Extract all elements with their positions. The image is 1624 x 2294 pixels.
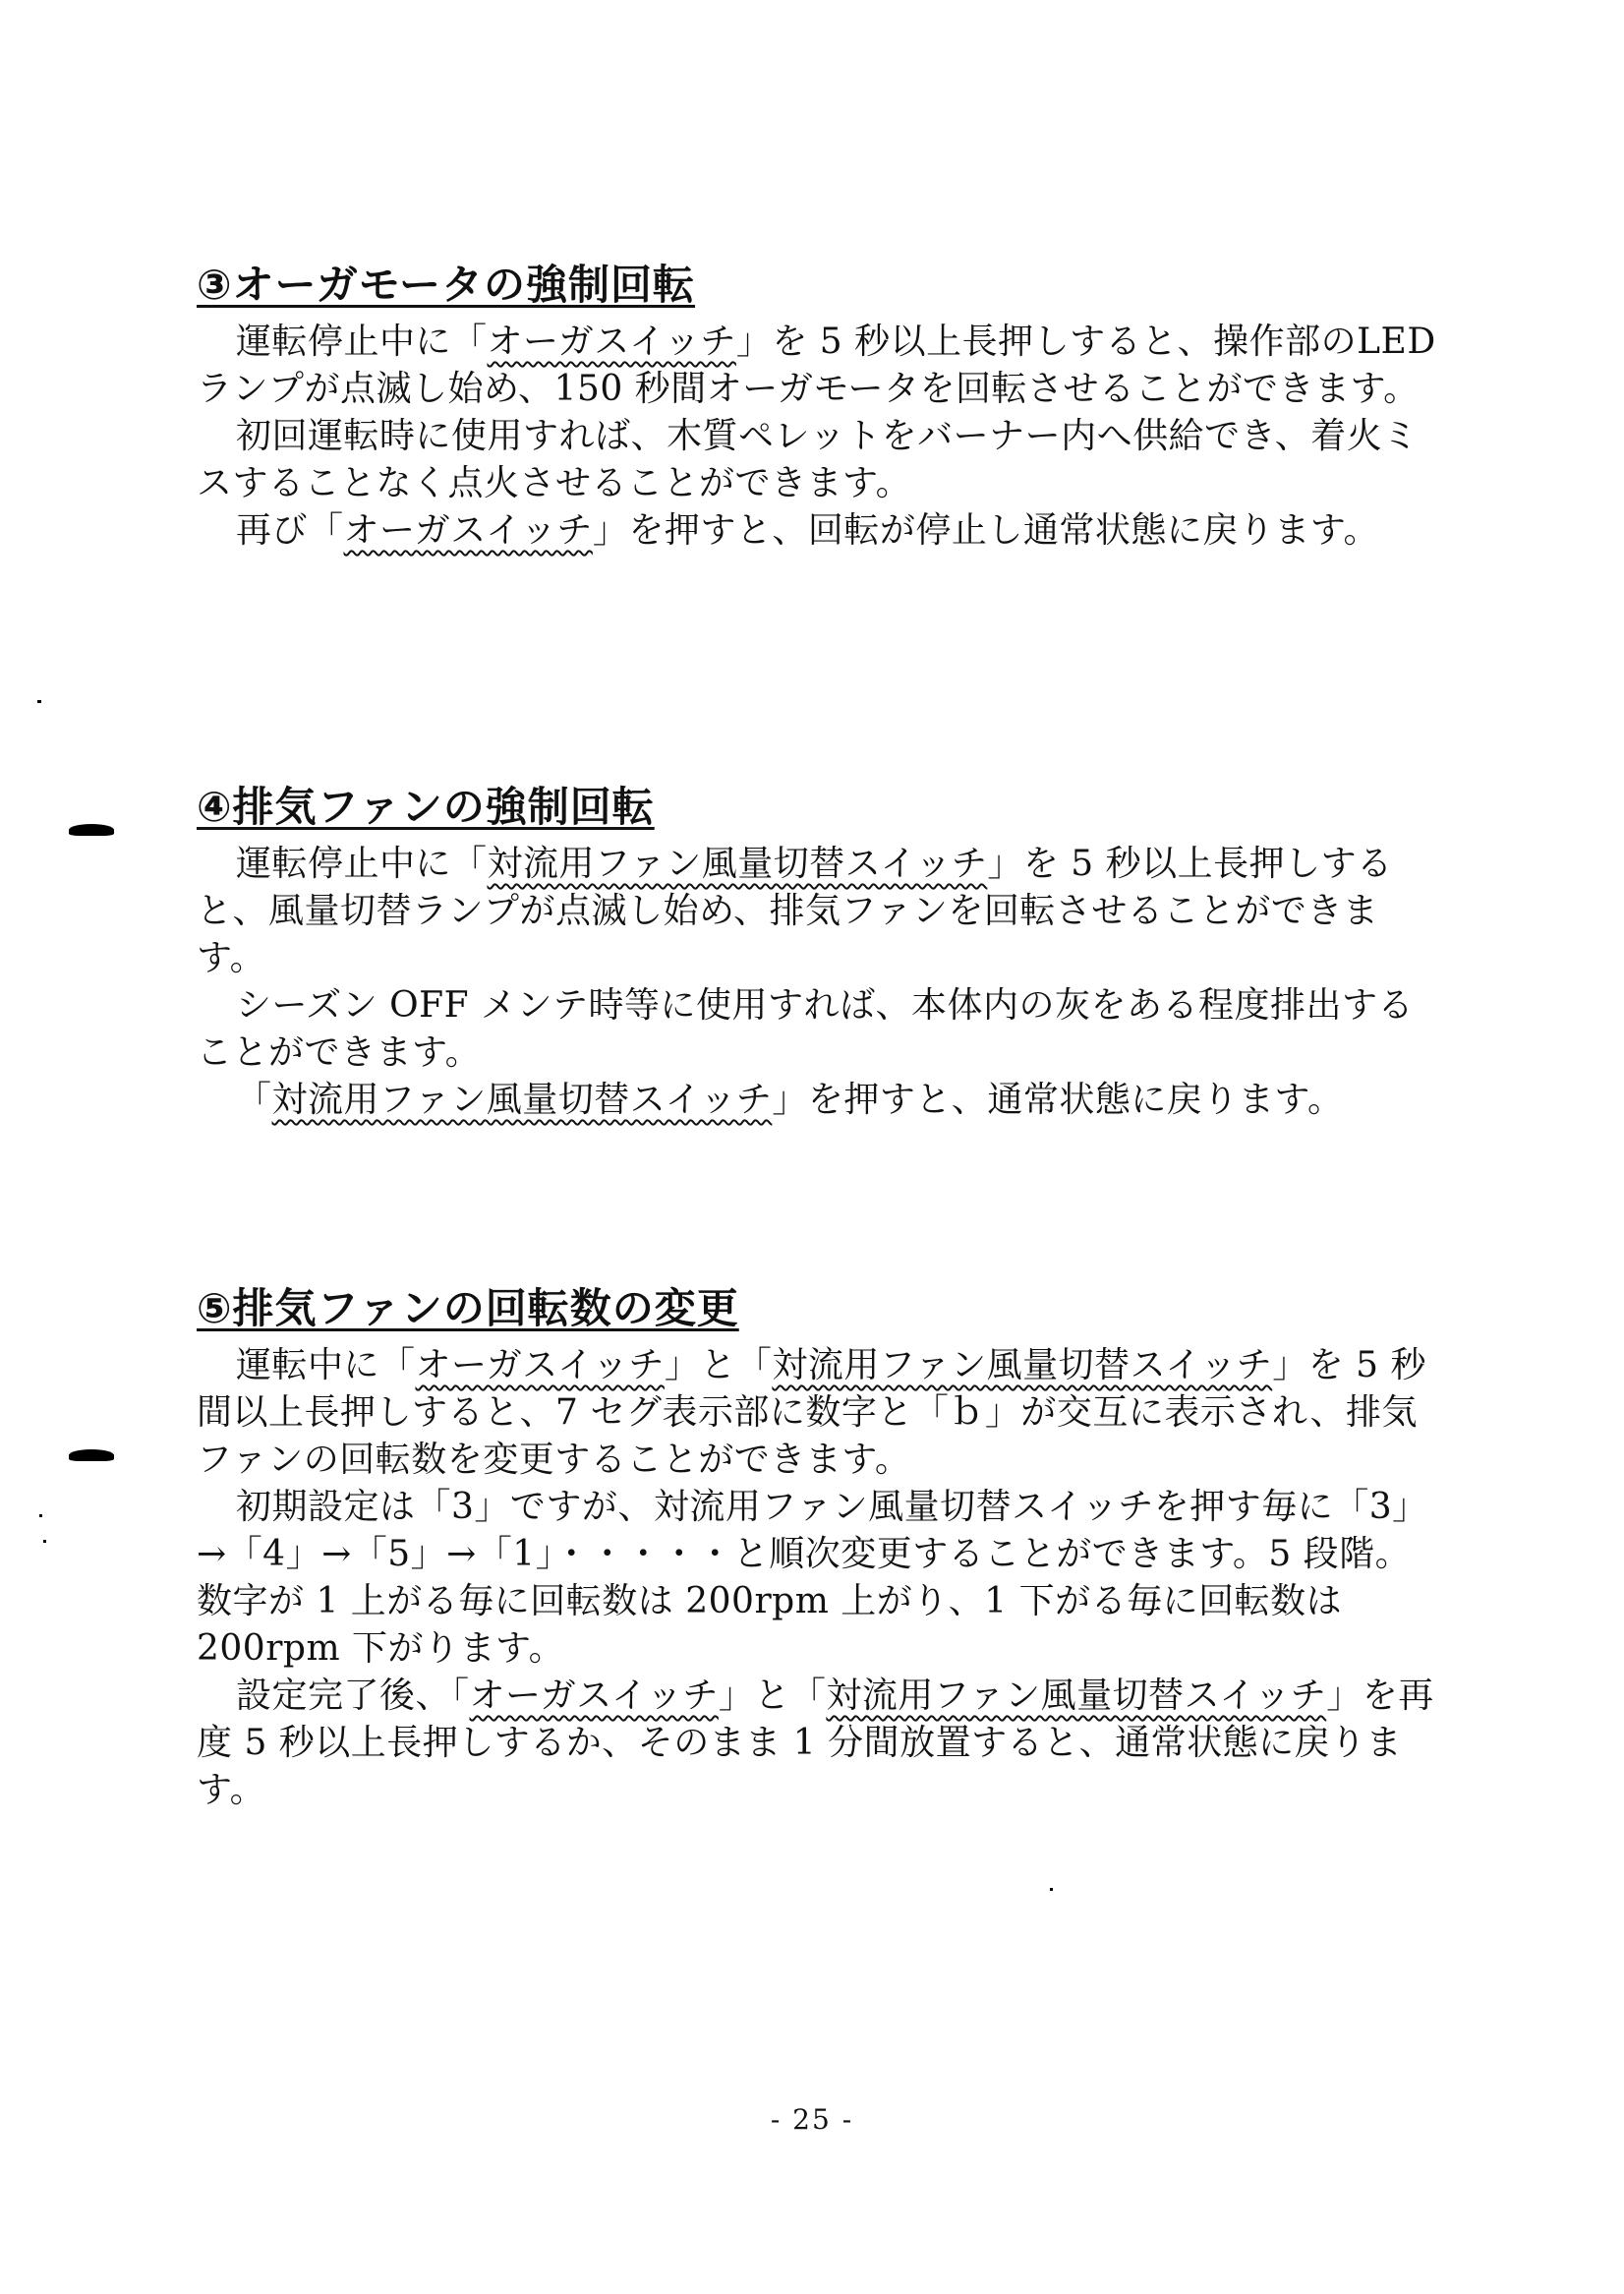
paragraph xyxy=(197,1484,1445,1673)
paragraph-text: 設定完了後、「 xyxy=(236,1676,470,1716)
paragraph xyxy=(197,1342,1445,1484)
paragraph xyxy=(197,841,1445,982)
switch-name: オーガスイッチ xyxy=(469,1676,719,1716)
page-number: - 25 - xyxy=(770,2103,854,2136)
switch-name: オーガスイッチ xyxy=(343,510,593,551)
paragraph-text: シーズン OFF メンテ時等に使用すれば、本体内の灰をある程度排出することができます。 xyxy=(197,985,1415,1073)
paragraph xyxy=(197,1077,1445,1124)
paragraph xyxy=(197,1673,1445,1814)
paragraph xyxy=(197,982,1445,1077)
paragraph-text: 初回運転時に使用すれば、木質ペレットをバーナー内へ供給でき、着火ミスすることなく点火させることができます。 xyxy=(197,416,1419,503)
section-exhaust-fan-force xyxy=(197,780,1445,1124)
section-body xyxy=(197,1342,1445,1814)
section-exhaust-fan-speed xyxy=(197,1281,1445,1814)
scan-mark xyxy=(69,824,114,836)
switch-name: 対流用ファン風量切替スイッチ xyxy=(271,1080,773,1120)
switch-name: オーガスイッチ xyxy=(415,1345,665,1385)
paragraph-text: 」を再度 5 秒以上長押しするか、そのまま 1 分間放置すると、通常状態に戻ります。 xyxy=(197,1676,1434,1810)
paragraph-text: 」を 5 秒以上長押しすると、操作部のLED ランプが点滅し始め、150 秒間オーガモータを回転させることができます。 xyxy=(197,322,1436,409)
section-heading: ③オーガモータの強制回転 xyxy=(197,261,696,309)
paragraph-text: 運転停止中に「 xyxy=(236,322,488,362)
paragraph-text: 」と「 xyxy=(664,1345,773,1385)
paragraph-text: 再び「 xyxy=(236,510,344,551)
paragraph xyxy=(197,507,1445,555)
scan-speck xyxy=(39,1514,42,1517)
paragraph-text: 運転停止中に「 xyxy=(236,844,488,884)
section-body xyxy=(197,841,1445,1124)
scan-speck xyxy=(37,700,41,703)
paragraph-text: 「 xyxy=(236,1080,272,1120)
switch-name: 対流用ファン風量切替スイッチ xyxy=(826,1676,1327,1716)
switch-name: 対流用ファン風量切替スイッチ xyxy=(487,844,988,884)
switch-name: オーガスイッチ xyxy=(487,322,736,362)
section-heading: ④排気ファンの強制回転 xyxy=(197,783,655,831)
scan-mark xyxy=(69,1449,114,1461)
paragraph-text: 」を押すと、回転が停止し通常状態に戻ります。 xyxy=(592,510,1379,551)
paragraph-text: 初期設定は「3」ですが、対流用ファン風量切替スイッチを押す毎に「3」→「4」→「5」→「1」・・・・・と順次変更することができます。5 段階。数字が 1 上がる毎に回転数は 200rpm 上がり、1 下がる毎に回転数は 200rpm 下がります。 xyxy=(197,1487,1428,1669)
scan-speck xyxy=(43,1540,46,1543)
paragraph xyxy=(197,413,1445,507)
paragraph xyxy=(197,319,1445,413)
paragraph-text: 運転中に「 xyxy=(236,1345,416,1385)
paragraph-text: 」を押すと、通常状態に戻ります。 xyxy=(772,1080,1344,1120)
scan-speck xyxy=(1050,1888,1053,1891)
section-heading: ⑤排気ファンの回転数の変更 xyxy=(197,1284,739,1332)
paragraph-text: 」と「 xyxy=(718,1676,827,1716)
switch-name: 対流用ファン風量切替スイッチ xyxy=(772,1345,1273,1385)
paragraph-text: 」を 5 秒以上長押しすると、風量切替ランプが点滅し始め、排気ファンを回転させることができます。 xyxy=(197,844,1393,978)
section-auger-motor xyxy=(197,258,1445,555)
paragraph-text: 」を 5 秒間以上長押しすると、7 セグ表示部に数字と「ｂ」が交互に表示され、排気ファンの回転数を変更することができます。 xyxy=(197,1345,1427,1480)
section-body xyxy=(197,319,1445,555)
